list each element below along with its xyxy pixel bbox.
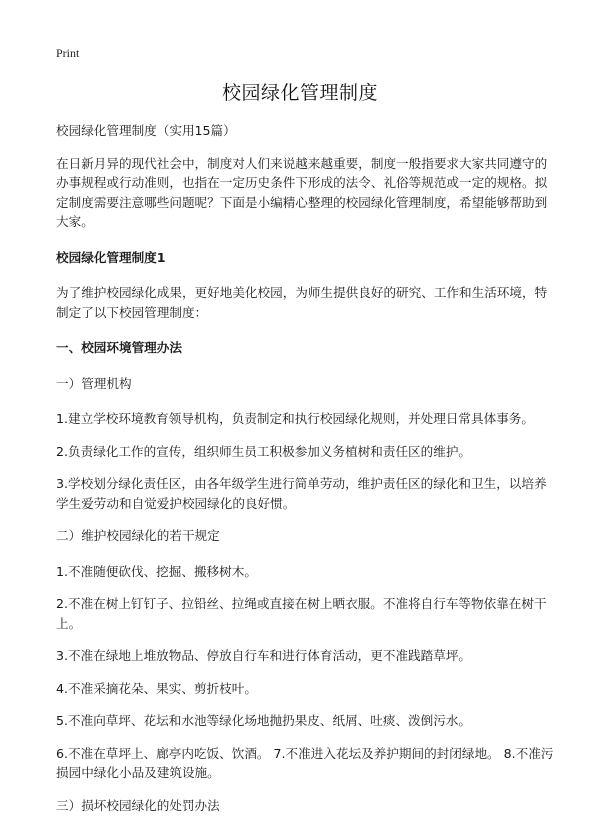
list-item: 2.不准在树上钉钉子、拉铅丝、拉绳或直接在树上晒衣服。不准将自行车等物依靠在树干上。 (56, 596, 547, 631)
subsection-label-management: 一）管理机构 (56, 375, 132, 391)
document-body (56, 121, 556, 831)
print-link[interactable]: Print (56, 46, 80, 60)
section-intro-paragraph: 为了维护校园绿化成果，更好地美化校园，为师生提供良好的研究、工作和生活环境，特制定了以下校园管理制度： (56, 285, 548, 320)
list-item: 3.不准在绿地上堆放物品、停放自行车和进行体育活动，更不准践踏草坪。 (56, 648, 472, 663)
document-subtitle: 校园绿化管理制度（实用15篇） (56, 123, 236, 138)
list-item: 1.建立学校环境教育领导机构，负责制定和执行校园绿化规则，并处理日常具体事务。 (56, 411, 534, 426)
list-item: 3.学校划分绿化责任区，由各年级学生进行简单劳动，维护责任区的绿化和卫生，以培养学生爱劳动和自觉爱护校园绿化的良好惯。 (56, 476, 547, 511)
intro-paragraph: 在日新月异的现代社会中，制度对人们来说越来越重要，制度一般指要求大家共同遵守的办事规程或行动准则，也指在一定历史条件下形成的法令、礼俗等规范或一定的规格。拟定制度需要注意哪些问题呢？下面是小编精心整理的校园绿化管理制度，希望能够帮助到大家。 (56, 155, 548, 229)
list-item: 6.不准在草坪上、廊亭内吃饭、饮酒。 7.不准进入花坛及养护期间的封闭绿地。 8.不准污损园中绿化小品及建筑设施。 (56, 745, 554, 780)
list-item: 2.负责绿化工作的宣传，组织师生员工积极参加义务植树和责任区的维护。 (56, 443, 472, 459)
page-title: 校园绿化管理制度 (221, 82, 378, 104)
subsection-label-penalties: 三）损坏校园绿化的处罚办法 (56, 797, 220, 813)
part-heading: 一、校园环境管理办法 (56, 340, 182, 355)
list-item: 1.不准随便砍伐、挖掘、搬移树木。 (56, 563, 257, 579)
list-item: 4.不准采摘花朵、果实、剪折枝叶。 (56, 680, 257, 696)
section-heading: 校园绿化管理制度1 (56, 249, 166, 265)
list-item: 5.不准向草坪、花坛和水池等绿化场地抛扔果皮、纸屑、吐痰、泼倒污水。 (56, 713, 472, 728)
subsection-label-rules: 二）维护校园绿化的若干规定 (56, 528, 220, 543)
